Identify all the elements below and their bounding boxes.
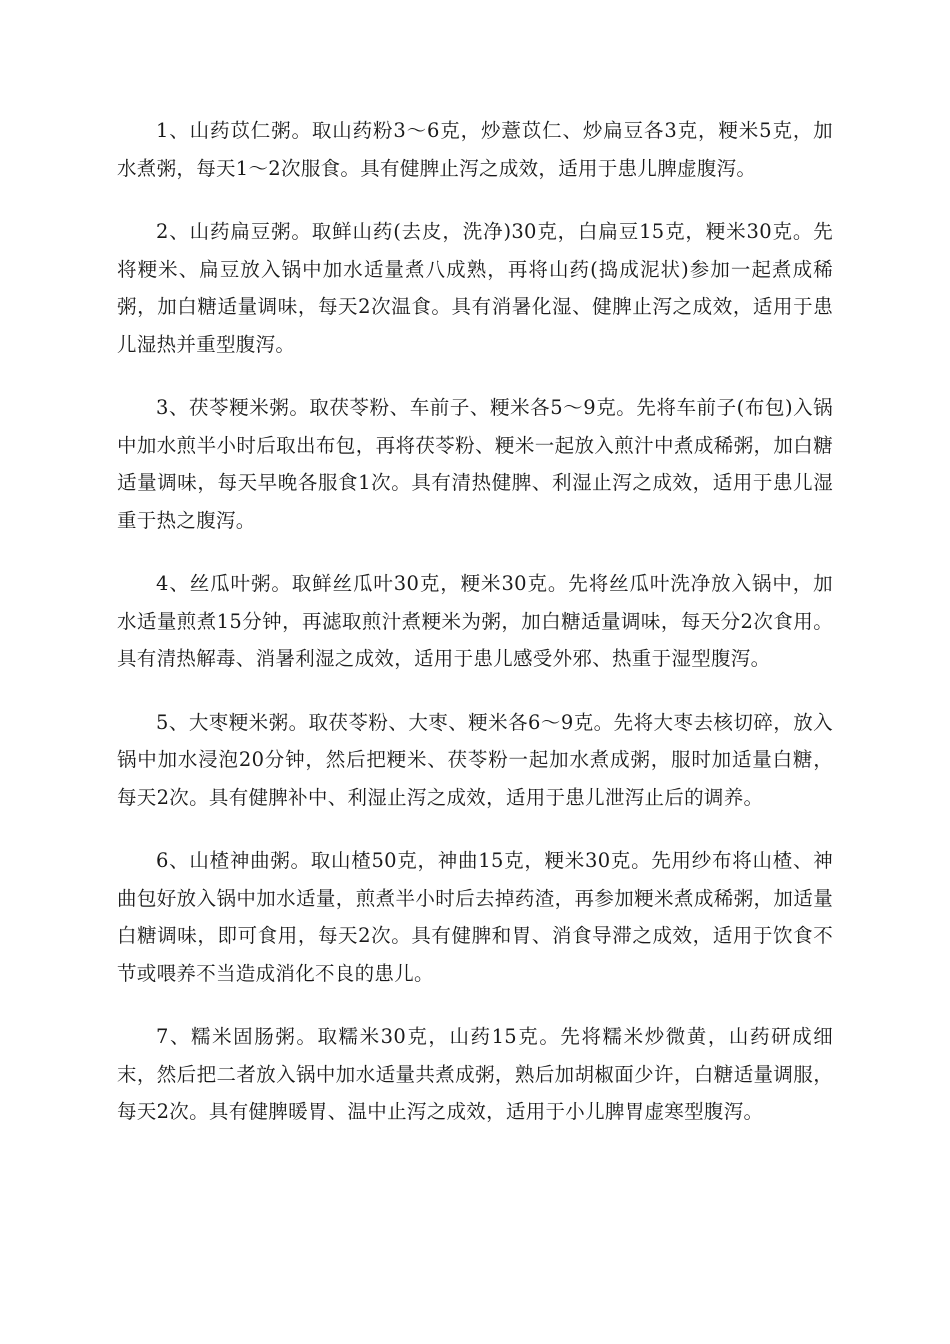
recipe-paragraph-3: 3、茯苓粳米粥。取茯苓粉、车前子、粳米各5～9克。先将车前子(布包)入锅中加水煎半小时后取出布包，再将茯苓粉、粳米一起放入煎汁中煮成稀粥，加白糖适量调味，每天早晚各服食1次。具有清热健脾、利湿止泻之成效，适用于患儿湿重于热之腹泻。	[117, 396, 833, 532]
recipe-paragraph-5: 5、大枣粳米粥。取茯苓粉、大枣、粳米各6～9克。先将大枣去核切碎，放入锅中加水浸泡20分钟，然后把粳米、茯苓粉一起加水煮成粥，服时加适量白糖，每天2次。具有健脾补中、利湿止泻之成效，适用于患儿泄泻止后的调养。	[117, 710, 833, 809]
recipe-paragraph-2: 2、山药扁豆粥。取鲜山药(去皮，洗净)30克，白扁豆15克，粳米30克。先将粳米、扁豆放入锅中加水适量煮八成熟，再将山药(捣成泥状)参加一起煮成稀粥，加白糖适量调味，每天2次温食。具有消暑化湿、健脾止泻之成效，适用于患儿湿热并重型腹泻。	[117, 220, 833, 356]
recipe-paragraph-1: 1、山药苡仁粥。取山药粉3～6克，炒薏苡仁、炒扁豆各3克，粳米5克，加水煮粥，每天1～2次服食。具有健脾止泻之成效，适用于患儿脾虚腹泻。	[117, 119, 833, 180]
recipe-paragraph-6: 6、山楂神曲粥。取山楂50克，神曲15克，粳米30克。先用纱布将山楂、神曲包好放入锅中加水适量，煎煮半小时后去掉药渣，再参加粳米煮成稀粥，加适量白糖调味，即可食用，每天2次。具有健脾和胃、消食导滞之成效，适用于饮食不节或喂养不当造成消化不良的患儿。	[117, 849, 833, 985]
recipe-paragraph-4: 4、丝瓜叶粥。取鲜丝瓜叶30克，粳米30克。先将丝瓜叶洗净放入锅中，加水适量煎煮15分钟，再滤取煎汁煮粳米为粥，加白糖适量调味，每天分2次食用。具有清热解毒、消暑利湿之成效，适用于患儿感受外邪、热重于湿型腹泻。	[117, 572, 833, 670]
recipe-paragraph-7: 7、糯米固肠粥。取糯米30克，山药15克。先将糯米炒微黄，山药研成细末，然后把二者放入锅中加水适量共煮成粥，熟后加胡椒面少许，白糖适量调服，每天2次。具有健脾暖胃、温中止泻之成效，适用于小儿脾胃虚寒型腹泻。	[117, 1025, 833, 1123]
document-body	[117, 112, 833, 1157]
